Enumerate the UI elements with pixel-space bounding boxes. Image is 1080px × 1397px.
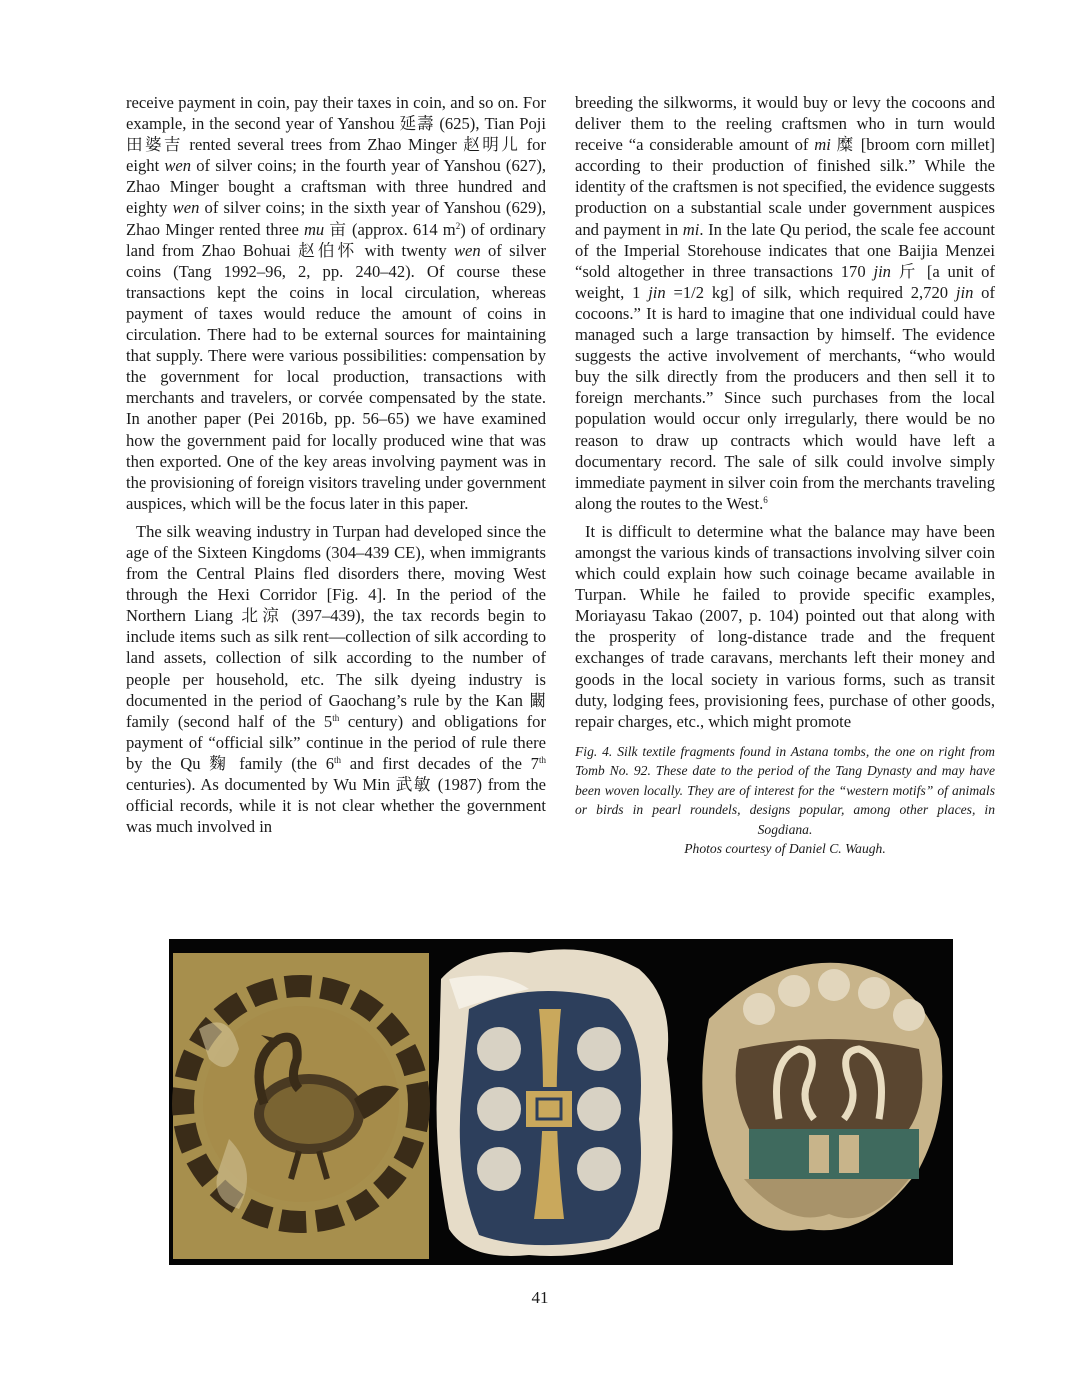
paragraph: The silk weaving industry in Turpan had developed since the age of the Sixteen Kingdoms (304–439 CE), when immigrants from the Central Plains fled disorders there, moving West through the Hexi Corridor [Fig. 4]. In the period of the Northern Liang 北涼 (397–439), the tax records begin to include items such as silk rent—collection of silk according to land assets, collection of silk according to the number of people per household, etc. The silk dyeing industry is documented in the period of Gaochang’s rule by the Kan 闞 family (second half of the 5th century) and obligations for payment of “official silk” continue in the period of rule there by the Qu 麴 family (the 6th and first decades of the 7th centuries). As documented by Wu Min 武敏 (1987) from the official records, while it is not clear whether the government was much involved in — [126, 521, 546, 837]
silk-fragment-paired-birds — [702, 963, 942, 1231]
figure-plate — [169, 939, 953, 1265]
silk-fragments-photo — [169, 939, 953, 1265]
silk-fragment-bird-roundel — [173, 953, 429, 1259]
paragraph: breeding the silkworms, it would buy or levy the cocoons and deliver them to the reeling craftsmen who in turn would receive “a considerable amount of mi 糜 [broom corn millet] according to their production of finished silk.” While the identity of the craftsmen is not specified, the evidence suggests production on a substantial scale under government auspices and payment in mi. In the late Qu period, the scale fee account of the Imperial Storehouse indicates that one Baijia Menzei “sold altogether in three transactions 170 jin 斤 [a unit of weight, 1 jin =1/2 kg] of silk, which required 2,720 jin of cocoons.” It is hard to imagine that one individual could have managed such a large transaction by himself. The evidence suggests the active involvement of merchants, “who would buy the silk directly from the producers and then sell it to foreign merchants.” Since such purchases from the local population would occur only irregularly, there would be no reason to draw up contracts which would have left a documentary record. The sale of silk could involve simply immediate payment in silver coin from the merchants traveling along the routes to the West.$^6$ — [575, 93, 996, 513]
page-number: 41 — [531, 1288, 549, 1307]
paragraph: It is difficult to determine what the balance may have been amongst the various kinds of transactions involving silver coin which could explain how such coinage became available in Turpan. While he failed to provide specific examples, Moriayasu Takao (2007, p. 104) pointed out that along with the prosperity of long-distance trade and the frequent exchanges of trade caravans, merchants left their money and goods in the local society in various forms, such as transit duty, lodging fees, provisioning fees, purchase of other goods, repair charges, etc., which might promote — [575, 521, 995, 731]
left-column — [126, 92, 546, 837]
caption-text: Fig. 4. Silk textile fragments found in Astana tombs, the one on right from Tomb No. 92. These date to the period of the Tang Dynasty and may have been woven locally. They are of interest for the “western motifs” of animals or birds in pearl roundels, designs popular, among other places, in Sogdiana. — [575, 743, 995, 837]
caption-credit: Photos courtesy of Daniel C. Waugh. — [684, 841, 886, 857]
right-column — [575, 92, 995, 859]
paragraph: receive payment in coin, pay their taxes in coin, and so on. For example, in the second year of Yanshou 延壽 (625), Tian Poji 田婆吉 rented several trees from Zhao Minger 赵明儿 for eight wen of silver coins; in the fourth year of Yanshou (627), Zhao Minger bought a craftsman with three hundred and eighty wen of silver coins; in the sixth year of Yanshou (629), Zhao Minger rented three mu 亩 (approx. 614 $m^2$) of ordinary land from Zhao Bohuai 赵伯怀 with twenty wen of silver coins (Tang 1992–96, 2, pp. 240–42). Of course these transactions kept the coins in local circulation, whereas payment of taxes would reduce the amount of coins in circulation. There had to be external sources for maintaining that supply. There were various possibilities: compensation by the government for local production, transactions with merchants and travelers, or corvée compensated by the state. In another paper (Pei 2016b, pp. 56–65) we have examined how the government paid for locally produced wine that was then exported. One of the key areas involving payment was in the provisioning of foreign visitors traveling under government auspices, which will be the focus later in this paper. — [126, 93, 547, 513]
silk-fragment-pearl-roundels — [437, 949, 673, 1256]
figure-caption — [575, 742, 995, 859]
